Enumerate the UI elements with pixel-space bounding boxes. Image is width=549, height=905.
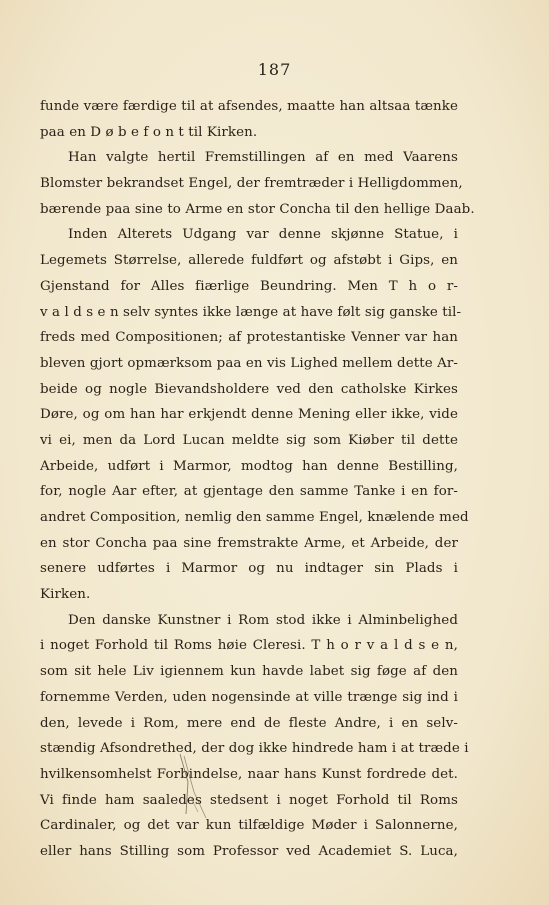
body-text — [40, 94, 475, 865]
pencil-mark — [176, 752, 216, 822]
text-line: Legemets Størrelse, allerede fuldført og afstøbt i Gips, en — [40, 253, 458, 269]
text-line: en stor Concha paa sine fremstrakte Arme, et Arbeide, der — [40, 535, 458, 551]
text-line: beide og nogle Bievandsholdere ved den catholske Kirkes — [40, 381, 458, 397]
text-line: Inden Alterets Udgang var denne skjønne Statue, i — [68, 227, 458, 243]
text-line: hvilkensomhelst Forbindelse, naar hans Kunst fordrede det. — [40, 766, 458, 782]
text-line: for, nogle Aar efter, at gjentage den samme Tanke i en for- — [40, 484, 458, 500]
text-line: Vi finde ham saaledes stedsent i noget Forhold til Roms — [40, 792, 458, 808]
text-line: v a l d s e n selv syntes ikke længe at have følt sig ganske til- — [40, 304, 462, 320]
text-line: senere udførtes i Marmor og nu indtager sin Plads i — [40, 561, 458, 577]
text-line: den, levede i Rom, mere end de fleste Andre, i en selv- — [40, 715, 458, 731]
text-line: Blomster bekrandset Engel, der fremtræder i Helligdommen, — [40, 176, 463, 192]
text-line: vi ei, men da Lord Lucan meldte sig som Kiøber til dette — [40, 432, 458, 448]
text-line: Gjenstand for Alles fiærlige Beundring. Men T h o r- — [40, 278, 458, 294]
text-line: Cardinaler, og det var kun tilfældige Møder i Salonnerne, — [40, 818, 458, 834]
text-line: Den danske Kunstner i Rom stod ikke i Alminbelighed — [68, 612, 458, 628]
text-line: Døre, og om han har erkjendt denne Mening eller ikke, vide — [40, 407, 458, 423]
text-line: funde være færdige til at afsendes, maatte han altsaa tænke — [40, 99, 458, 114]
text-line: bleven gjort opmærksom paa en vis Lighed mellem dette Ar- — [40, 355, 458, 371]
text-line: andret Composition, nemlig den samme Engel, knælende med — [40, 510, 469, 525]
text-line: paa en D ø b e f o n t til Kirken. — [40, 124, 258, 140]
text-line: som sit hele Liv igiennem kun havde labet sig føge af den — [40, 664, 458, 680]
text-line: Han valgte hertil Fremstillingen af en med Vaarens — [68, 150, 458, 166]
text-line: stændig Afsondrethed, der dog ikke hindrede ham i at træde i — [40, 741, 469, 757]
text-line: eller hans Stilling som Professor ved Academiet S. Luca, — [40, 843, 458, 859]
text-line: Arbeide, udført i Marmor, modtog han denne Bestilling, — [40, 458, 458, 474]
text-line: Kirken. — [40, 587, 91, 603]
text-line: bærende paa sine to Arme en stor Concha til den hellige Daab. — [40, 201, 475, 217]
text-line: fornemme Verden, uden nogensinde at ville trænge sig ind i — [40, 689, 458, 705]
page-number: 187 — [257, 60, 292, 79]
text-line: freds med Compositionen; af protestantiske Venner var han — [40, 330, 458, 346]
text-line: i noget Forhold til Roms høie Cleresi. T h o r v a l d s e n, — [40, 638, 458, 654]
